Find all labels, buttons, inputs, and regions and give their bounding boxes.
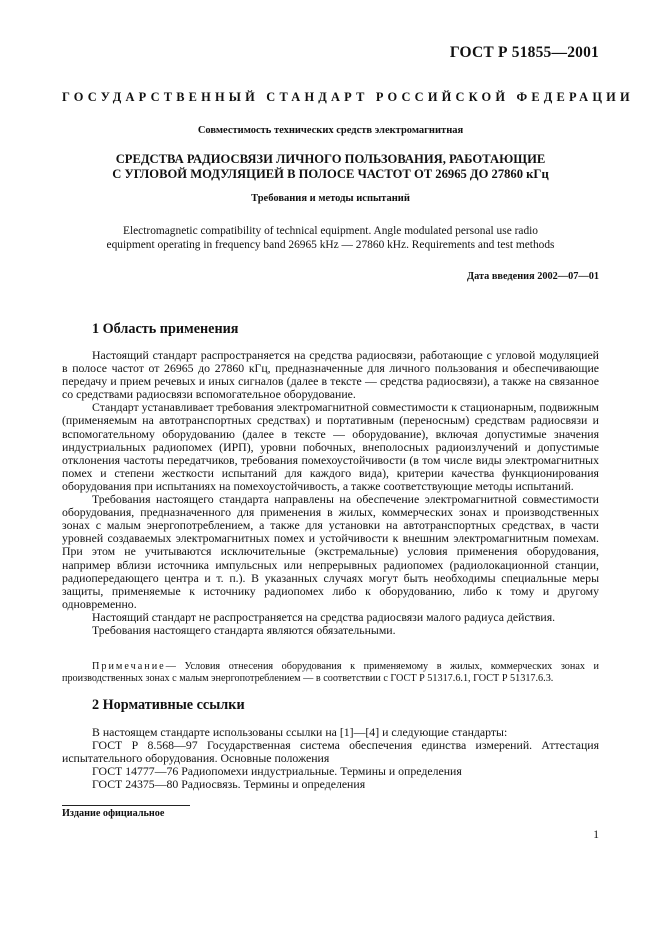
reference-line: ГОСТ Р 8.568—97 Государственная система обеспечения единства измерений. Аттестация испытательного оборудования. Основные положения	[62, 738, 599, 766]
document-title	[62, 152, 599, 182]
section-2-body	[62, 726, 599, 791]
reference-line: ГОСТ 14777—76 Радиопомехи индустриальные. Термины и определения	[92, 764, 462, 779]
reference-line: В настоящем стандарте использованы ссылки на [1]—[4] и следующие стандарты:	[92, 725, 508, 739]
document-code: ГОСТ Р 51855—2001	[449, 44, 599, 61]
page-number: 1	[593, 829, 599, 841]
paragraph: Стандарт устанавливает требования электромагнитной совместимости к стационарным, подвижным (применяемым на автотранспортных средствах) и портативным (переносным) средствам радиосвязи и вспомогательному оборудованию (далее в тексте — оборудование), включая допустимые значения индустриальных радиопомех (ИРП), уровни побочных, внеполосных радиоизлучений и допустимые отклонения частоты передатчиков, требования помехоустойчивости (в том числе виды электромагнитных помех и степени жесткости испытаний для каждого вида), критерии качества функционирования оборудования при испытаниях на помехоустойчивость, а также соответствующие методы испытаний.	[62, 400, 599, 493]
footer-divider	[62, 805, 190, 806]
english-title-line-1: Electromagnetic compatibility of technical equipment. Angle modulated personal use radio	[123, 225, 538, 237]
paragraph: Требования настоящего стандарта являются обязательными.	[92, 622, 396, 637]
introduction-date: Дата введения 2002—07—01	[467, 271, 599, 282]
section-1-heading: 1 Область применения	[92, 321, 239, 337]
note-text: — Условия отнесения оборудования к применяемому в жилых, коммерческих зонах и производственных зонах с малым энергопотреблением — в соответствии с ГОСТ Р 51317.6.1, ГОСТ Р 51317.6.3.	[62, 661, 599, 685]
document-title-line-2: С УГЛОВОЙ МОДУЛЯЦИЕЙ В ПОЛОСЕ ЧАСТОТ ОТ 26965 ДО 27860 кГц	[112, 167, 549, 181]
edition-label: Издание официальное	[62, 808, 165, 819]
paragraph: Настоящий стандарт не распространяется на средства радиосвязи малого радиуса действия.	[92, 609, 556, 624]
section-2-heading: 2 Нормативные ссылки	[92, 697, 245, 713]
standard-subject: Совместимость технических средств электромагнитная	[197, 125, 464, 136]
document-title-line-1: СРЕДСТВА РАДИОСВЯЗИ ЛИЧНОГО ПОЛЬЗОВАНИЯ, РАБОТАЮЩИЕ	[115, 152, 546, 166]
requirements-title: Требования и методы испытаний	[251, 193, 410, 204]
english-title	[62, 224, 599, 252]
note-label: Примечание	[92, 661, 166, 672]
paragraph: Настоящий стандарт распространяется на средства радиосвязи, работающие с угловой модуляцией в полосе частот от 26965 до 27860 кГц, предназначенные для личного пользования и обеспечивающие передачу и прием речевых и иных сигналов (далее в тексте — средства радиосвязи), а также на связанное со средствами радиосвязи вспомогательное оборудование.	[62, 348, 599, 402]
paragraph: Требования настоящего стандарта направлены на обеспечение электромагнитной совместимости оборудования, предназначенного для применения в жилых, коммерческих зонах и производственных зонах с малым энергопотреблением, а также для установки на автотранспортных средствах, в части уровней создаваемых электромагнитных помех и устойчивости к внешним электромагнитным помехам. При этом не учитываются исключительные (экстремальные) условия применения оборудования, например вблизи источника импульсных или непрерывных радиопомех (радиолокационной станции, радиопередающего центра и т. п.). В указанных случаях могут быть необходимы специальные меры защиты, применяемые к источнику радиопомех либо к оборудованию, либо к тому и другому одновременно.	[62, 492, 599, 611]
reference-line: ГОСТ 24375—80 Радиосвязь. Термины и определения	[92, 777, 366, 792]
section-1-body	[62, 349, 599, 637]
note	[62, 661, 599, 686]
state-standard-banner: ГОСУДАРСТВЕННЫЙ СТАНДАРТ РОССИЙСКОЙ ФЕДЕРАЦИИ	[62, 90, 634, 104]
english-title-line-2: equipment operating in frequency band 26965 kHz — 27860 kHz. Requirements and test methods	[106, 239, 555, 251]
